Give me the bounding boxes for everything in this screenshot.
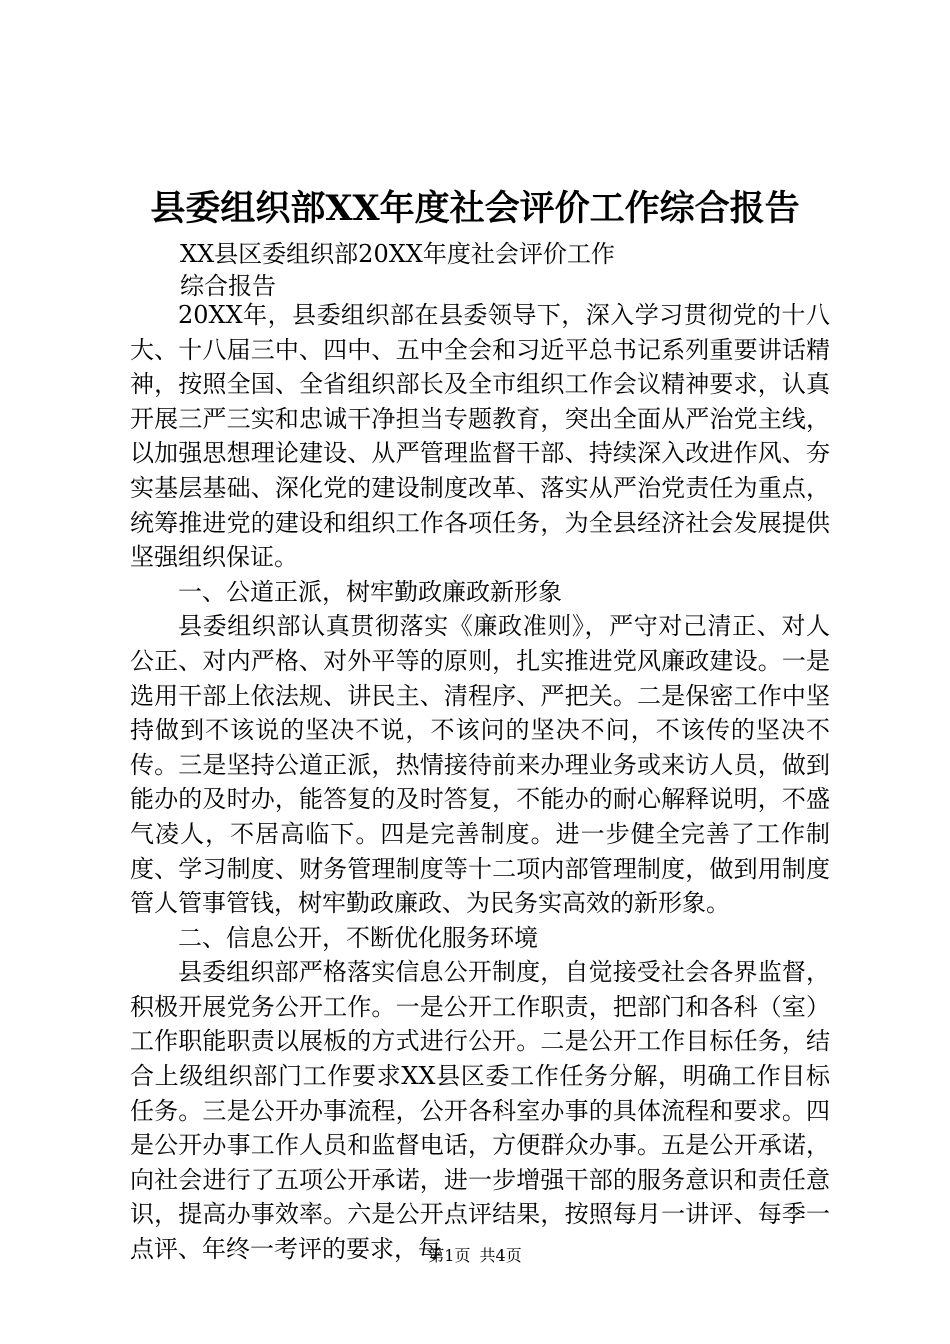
document-title: 县委组织部XX年度社会评价工作综合报告 — [150, 188, 800, 229]
page-total: 共4页 — [479, 1246, 522, 1265]
section-heading-1: 一、公道正派，树牢勤政廉政新形象 — [178, 577, 562, 606]
section-paragraph-2: 县委组织部严格落实信息公开制度，自觉接受社会各界监督，积极开展党务公开工作。一是公开工作职责，把部门和各科（室）工作职能职责以展板的方式进行公开。二是公开工作目标任务，结合上级组织部门工作要求XX县区委工作任务分解，明确工作目标任务。三是公开办事流程，公开各科室办事的具体流程和要求。四是公开办事工作人员和监督电话，方便群众办事。五是公开承诺，向社会进行了五项公开承诺，进一步增强干部的服务意识和责任意识，提高办事效率。六是公开点评结果，按照每月一讲评、每季一点评、年终一考评的要求，每 — [130, 958, 830, 1264]
page-footer — [0, 1244, 950, 1268]
document-subtitle-line2: 综合报告 — [180, 272, 276, 300]
document-subtitle-line1: XX县区委组织部20XX年度社会评价工作 — [180, 240, 615, 268]
section-paragraph-1: 县委组织部认真贯彻落实《廉政准则》，严守对己清正、对人公正、对内严格、对外平等的原则，扎实推进党风廉政建设。一是选用干部上依法规、讲民主、清程序、严把关。二是保密工作中坚持做到不该说的坚决不说，不该问的坚决不问，不该传的坚决不传。三是坚持公道正派，热情接待前来办理业务或来访人员，做到能办的及时办，能答复的及时答复，不能办的耐心解释说明，不盛气凌人，不居高临下。四是完善制度。进一步健全完善了工作制度、学习制度、财务管理制度等十二项内部管理制度，做到用制度管人管事管钱，树牢勤政廉政、为民务实高效的新形象。 — [130, 612, 830, 918]
intro-paragraph: 20XX年，县委组织部在县委领导下，深入学习贯彻党的十八大、十八届三中、四中、五中全会和习近平总书记系列重要讲话精神，按照全国、全省组织部长及全市组织工作会议精神要求，认真开展三严三实和忠诚干净担当专题教育，突出全面从严治党主线，以加强思想理论建设、从严管理监督干部、持续深入改进作风、夯实基层基础、深化党的建设制度改革、落实从严治党责任为重点，统筹推进党的建设和组织工作各项任务，为全县经济社会发展提供坚强组织保证。 — [130, 301, 830, 572]
page-number: 第1页 — [428, 1246, 471, 1265]
section-heading-2: 二、信息公开，不断优化服务环境 — [178, 923, 538, 952]
document-body — [130, 298, 830, 1267]
